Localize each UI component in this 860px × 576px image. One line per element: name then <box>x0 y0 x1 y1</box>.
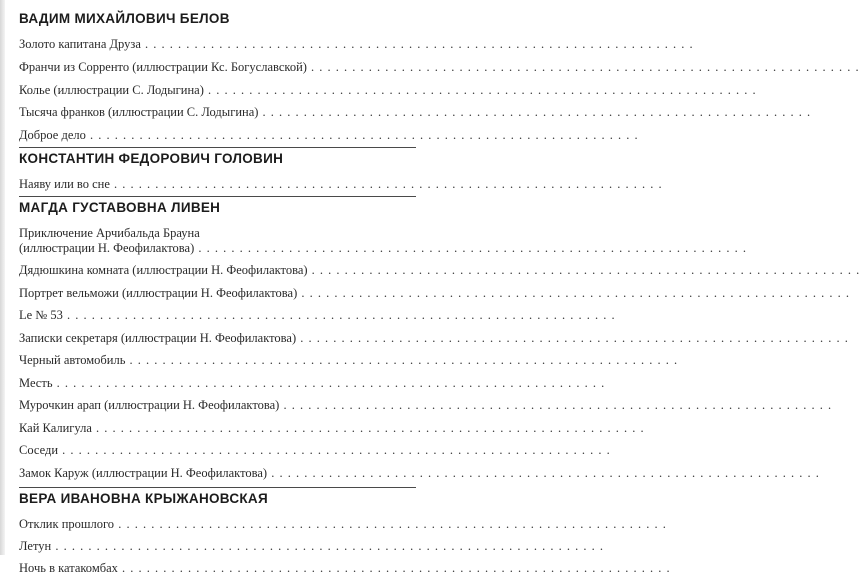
toc-entry: (иллюстрации Н. Феофилактова) . . . <box>19 240 416 256</box>
toc-entry: Мурочкин арап (иллюстрации Н. Феофилактова) . . . <box>19 397 416 413</box>
toc-entry: Le № 53 . . . <box>19 307 416 323</box>
toc-entry: Франчи из Сорренто (иллюстрации Кс. Богуславской) . . . <box>19 59 416 75</box>
section-divider <box>19 487 416 488</box>
toc-entry: Дядюшкина комната (иллюстрации Н. Феофилактова) . . . <box>19 262 416 278</box>
toc-entry: Замок Каруж (иллюстрации Н. Феофилактова) . . . <box>19 465 416 481</box>
section-divider <box>19 196 416 197</box>
section-divider <box>19 147 416 148</box>
toc-entry: Кай Калигула . . . <box>19 420 416 436</box>
author-heading: ВЕРА ИВАНОВНА КРЫЖАНОВСКАЯ <box>19 491 268 506</box>
author-heading: МАГДА ГУСТАВОВНА ЛИВЕН <box>19 200 221 215</box>
toc-entry: Соседи . . . <box>19 442 416 458</box>
toc-entry: Отклик прошлого . . . <box>19 516 416 532</box>
contents-page <box>0 0 416 575</box>
toc-entry: Черный автомобиль . . . <box>19 352 416 368</box>
toc-entry: Месть . . . <box>19 375 416 391</box>
author-heading: ВАДИМ МИХАЙЛОВИЧ БЕЛОВ <box>19 11 230 26</box>
toc-entry: Колье (иллюстрации С. Лодыгина) . . . <box>19 82 416 98</box>
toc-entry: Приключение Арчибальда Брауна <box>19 226 200 240</box>
toc-entry: Ночь в катакомбах . . . <box>19 560 416 576</box>
toc-entry: Летун . . . <box>19 538 416 554</box>
toc-entry: Портрет вельможи (иллюстрации Н. Феофилактова) . . . <box>19 285 416 301</box>
toc-entry: Доброе дело . . . <box>19 127 416 143</box>
author-heading: КОНСТАНТИН ФЕДОРОВИЧ ГОЛОВИН <box>19 151 284 166</box>
toc-entry: Золото капитана Друза . . . <box>19 36 416 52</box>
toc-entry: Наяву или во сне . . . <box>19 176 416 192</box>
toc-entry: Записки секретаря (иллюстрации Н. Феофилактова) . . . <box>19 330 416 346</box>
toc-entry: Тысяча франков (иллюстрации С. Лодыгина) . . . <box>19 104 416 120</box>
